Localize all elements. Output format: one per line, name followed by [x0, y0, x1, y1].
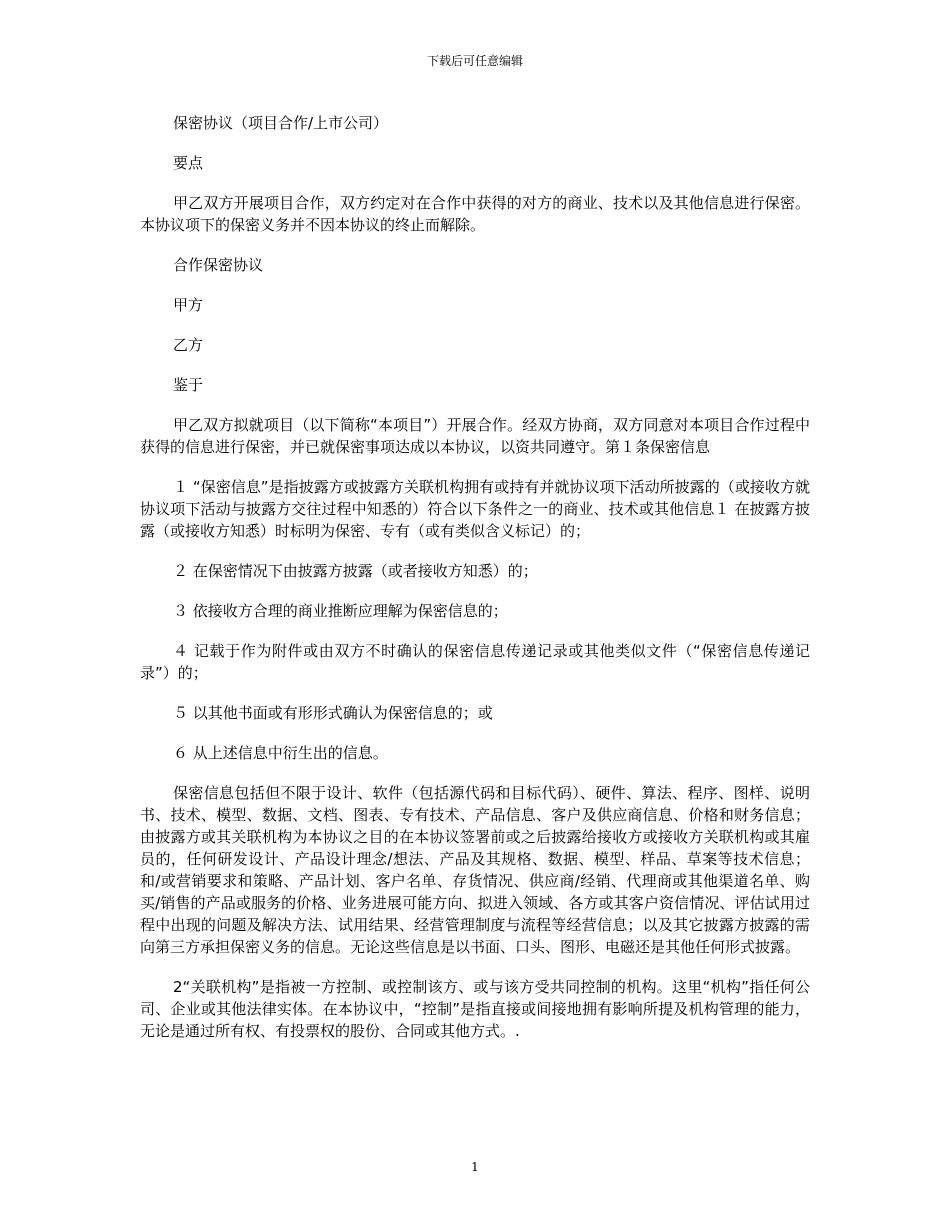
party-b-label: 乙方 [173, 336, 204, 354]
clause-item-2: ２ 在保密情况下由披露方披露（或者接收方知悉）的； [173, 562, 538, 580]
clause-item-6: ６ 从上述信息中衍生出的信息。 [173, 744, 388, 762]
agreement-heading: 合作保密协议 [173, 256, 264, 274]
clause-1-definition: １ “保密信息”是指披露方或披露方关联机构拥有或持有并就协议项下活动所披露的（或接收方就协议项下活动与披露方交往过程中知悉的）符合以下条件之一的商业、技术或其他信息１ 在披露方披露（或接收方知悉）时标明为保密、专有（或有类似含义标记）的； [140, 478, 810, 540]
document-body [140, 112, 810, 1060]
document-title: 保密协议（项目合作/上市公司） [173, 114, 389, 132]
header-note: 下载后可任意编辑 [426, 54, 523, 68]
clause-item-4: ４ 记载于作为附件或由双方不时确认的保密信息传递记录或其他类似文件（“保密信息传递记录”）的； [140, 642, 810, 682]
affiliate-definition-paragraph: 2“关联机构”是指被一方控制、或控制该方、或与该方受共同控制的机构。这里“机构”指任何公司、企业或其他法律实体。在本协议中，“控制”是指直接或间接地拥有影响所提及机构管理的能力，无论是通过所有权、有投票权的股份、合同或其他方式。. [140, 978, 810, 1040]
section-heading-key-points: 要点 [173, 154, 204, 172]
party-a-label: 甲方 [173, 296, 204, 314]
recital-paragraph: 甲乙双方拟就项目（以下简称“本项目”）开展合作。经双方协商，双方同意对本项目合作过程中获得的信息进行保密，并已就保密事项达成以本协议，以资共同遵守。第１条保密信息 [140, 416, 810, 456]
summary-paragraph: 甲乙双方开展项目合作，双方约定对在合作中获得的对方的商业、技术以及其他信息进行保密。本协议项下的保密义务并不因本协议的终止而解除。 [140, 194, 810, 234]
page-number: 1 [471, 1160, 479, 1174]
whereas-label: 鉴于 [173, 376, 204, 394]
clause-item-5: ５ 以其他书面或有形形式确认为保密信息的；或 [173, 704, 493, 722]
confidential-info-scope-paragraph: 保密信息包括但不限于设计、软件（包括源代码和目标代码）、硬件、算法、程序、图样、说明书、技术、模型、数据、文档、图表、专有技术、产品信息、客户及供应商信息、价格和财务信息；由披露方或其关联机构为本协议之目的在本协议签署前或之后披露给接收方或接收方关联机构或其雇员的，任何研发设计、产品设计理念/想法、产品及其规格、数据、模型、样品、草案等技术信息；和/或营销要求和策略、产品计划、客户名单、存货情况、供应商/经销、代理商或其他渠道名单、购买/销售的产品或服务的价格、业务进展可能方向、拟进入领域、各方或其客户资信情况、评估试用过程中出现的问题及解决方法、试用结果、经营管理制度与流程等经营信息；以及其它披露方披露的需向第三方承担保密义务的信息。无论这些信息是以书面、口头、图形、电磁还是其他任何形式披露。 [140, 784, 810, 956]
clause-item-3: ３ 依接收方合理的商业推断应理解为保密信息的； [173, 602, 508, 620]
